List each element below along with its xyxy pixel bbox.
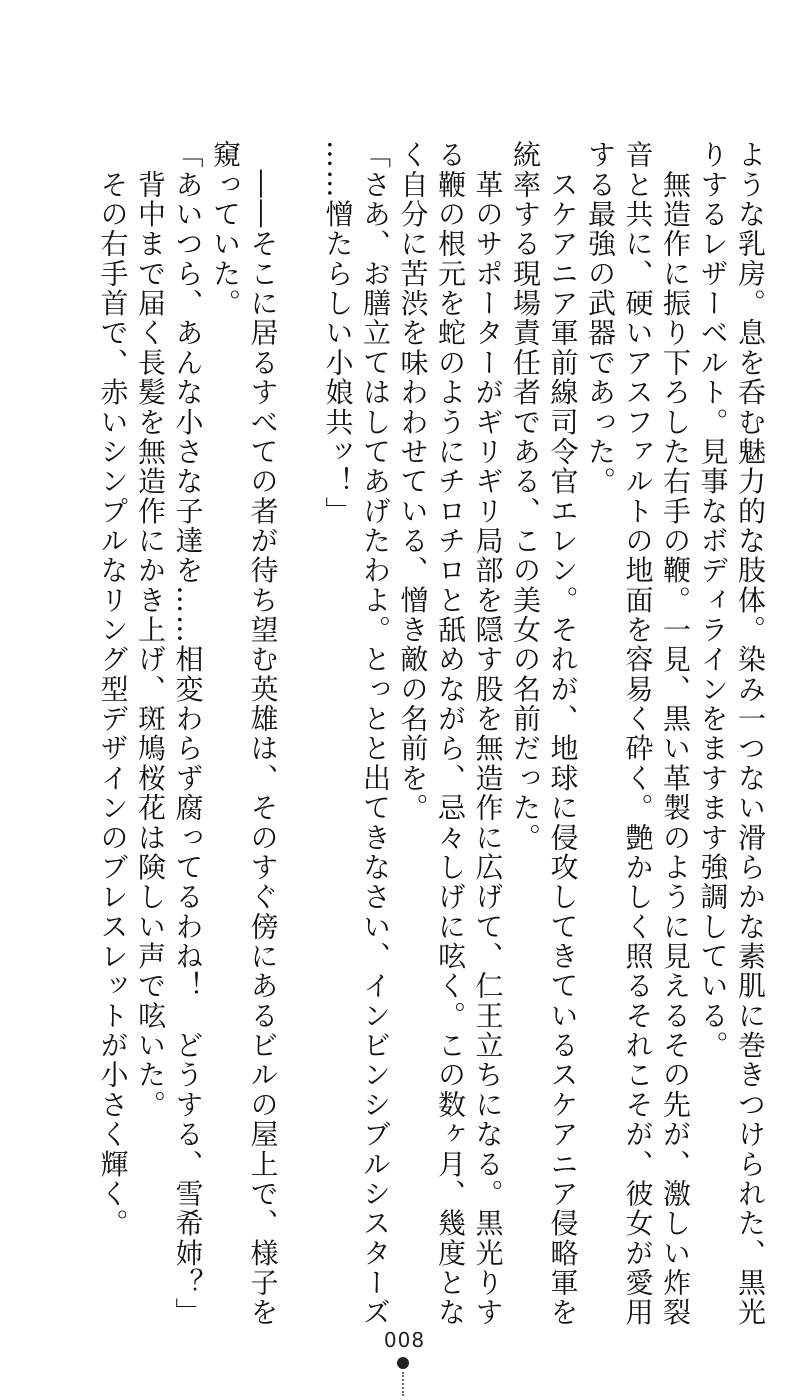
text-line: ような乳房。息を呑む魅力的な肢体。染み一つない滑らかな素肌に巻きつけられた、黒光 xyxy=(734,140,767,1328)
text-line: りするレザーベルト。見事なボディラインをますます強調している。 xyxy=(696,140,730,1061)
text-line: する最強の武器であった。 xyxy=(584,140,617,497)
page-marker-dot-icon xyxy=(397,1357,409,1369)
text-line: スケアニア軍前線司令官エレン。それが、地球に侵攻してきているスケアニア侵略軍を xyxy=(546,140,580,1328)
text-line: 「あいつら、あんな小さな子達を……相変わらず腐ってるわね！ どうする、雪希姉？」 xyxy=(171,140,205,1328)
text-line: る鞭の根元を蛇のようにチロチロと舐めながら、忌々しげに呟く。この数ヶ月、幾度とな xyxy=(434,140,467,1328)
page-number: 008 xyxy=(383,1328,426,1352)
text-line: ……憎たらしい小娘共ッ！」 xyxy=(321,140,355,526)
text-line: く自分に苦渋を味わわせている、憎き敵の名前を。 xyxy=(396,140,430,823)
novel-text-block xyxy=(29,140,769,1330)
page-marker-dash-icon xyxy=(402,1372,404,1396)
text-line: 窺っていた。 xyxy=(209,140,242,319)
text-line: その右手首で、赤いシンプルなリング型デザインのブレスレットが小さく輝く。 xyxy=(96,140,130,1239)
text-line: 音と共に、硬いアスファルトの地面を容易く砕く。艶かしく照るそれこそが、彼女が愛用 xyxy=(621,140,655,1328)
text-line: 背中まで届く長髪を無造作にかき上げ、斑鳩桜花は険しい声で呟いた。 xyxy=(134,140,167,1120)
text-line: 革のサポーターがギリギリ局部を隠す股を無造作に広げて、仁王立ちになる。黒光りす xyxy=(471,140,505,1328)
text-line: ――そこに居るすべての者が待ち望む英雄は、そのすぐ傍にあるビルの屋上で、様子を xyxy=(246,140,280,1328)
text-line: 統率する現場責任者である、この美女の名前だった。 xyxy=(509,140,542,853)
blank-line xyxy=(282,140,320,1330)
text-line: 「さあ、お膳立てはしてあげたわよ。とっとと出てきなさい、インビンシブルシスターズ xyxy=(359,140,392,1328)
text-line: 無造作に振り下ろした右手の鞭。一見、黒い革製のように見えるその先が、激しい炸裂 xyxy=(659,140,692,1328)
